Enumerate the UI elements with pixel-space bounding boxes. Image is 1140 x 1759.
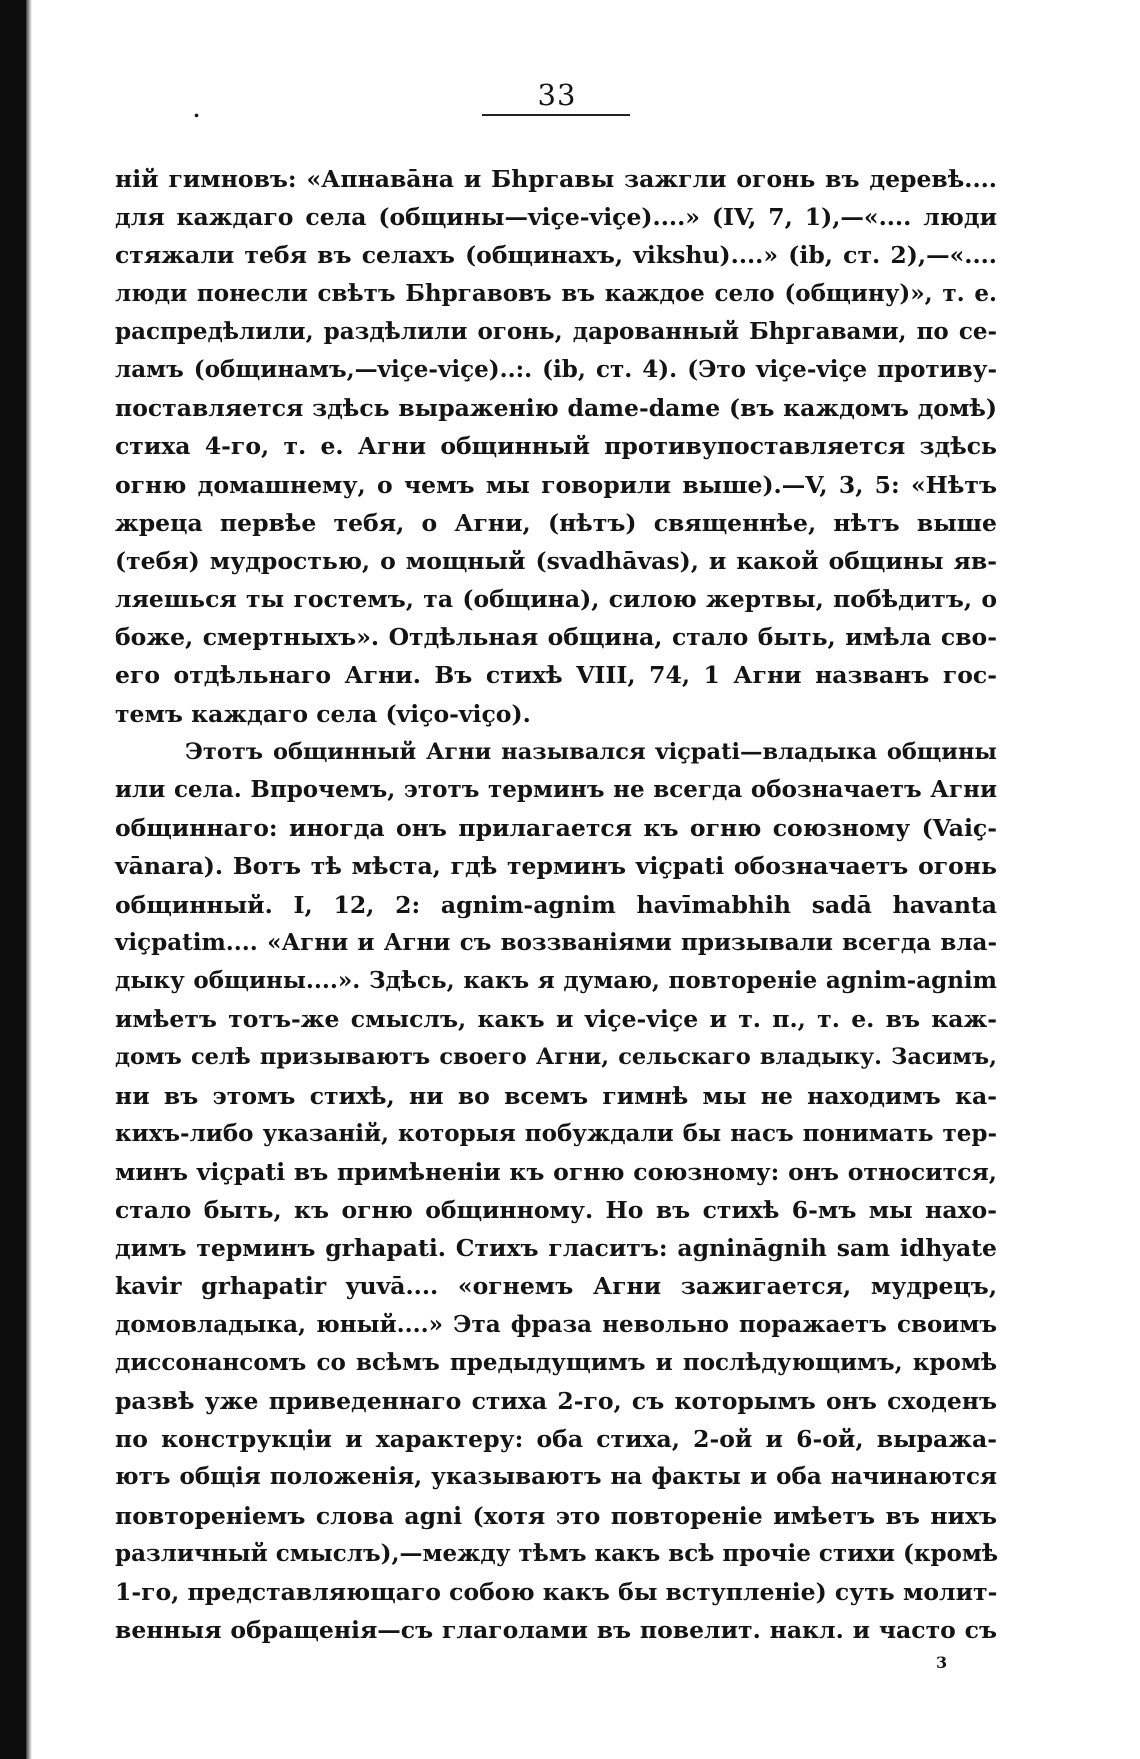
text-line: viçpatim.... «Агни и Агни съ воззваніями призывали всегда вла- [115,928,997,956]
text-line: домъ селѣ призываютъ своего Агни, сельскаго владыку. Засимъ, [115,1044,997,1071]
text-line-paragraph-start: Этотъ общинный Агни назывался viçpati—владыка общины [185,738,997,765]
text-line: ламъ (общинамъ,—viçe-viçe)..:. (ib, ст. 4). (Это viçe-viçe противу- [115,355,997,383]
text-line: распредѣлили, раздѣлили огонь, дарованный Бhргавами, по се- [115,317,997,345]
body-text [115,160,997,1649]
text-line: стяжали тебя въ селахъ (общинахъ, vikshu)....» (ib, ст. 2),—«.... [115,241,997,270]
text-line: димъ терминъ grhapati. Стихъ гласитъ: agnināgnih sam idhyate [115,1234,997,1263]
text-line: (тебя) мудростью, о мощный (svadhāvas), и какой общины яв- [115,546,997,575]
text-line: ляешься ты гостемъ, та (община), силою жертвы, побѣдитъ, о [115,585,997,614]
text-line: по конструкціи и характеру: оба стиха, 2-ой и 6-ой, выража- [115,1425,997,1454]
text-line: дыку общины....». Здѣсь, какъ я думаю, повтореніе agnim-agnim [115,966,997,994]
text-line: люди понесли свѣтъ Бhргавовъ въ каждое село (общину)», т. е. [115,279,997,307]
text-line: имѣетъ тотъ-же смыслъ, какъ и viçe-viçe и т. п., т. е. въ каж- [115,1005,997,1034]
text-line: боже, смертныхъ». Отдѣльная община, стало быть, имѣла сво- [115,623,997,652]
text-line: ни въ этомъ стихѣ, ни во всемъ гимнѣ мы не находимъ ка- [115,1081,997,1110]
text-line: венныя обращенія—съ глаголами въ повелит. накл. и часто съ [115,1616,997,1645]
text-line: домовладыка, юный....» Эта фраза невольно поражаетъ своимъ [115,1310,997,1338]
text-line: или села. Впрочемъ, этотъ терминъ не всегда обозначаетъ Агни [115,776,997,803]
stray-dot-mark: . [193,98,200,122]
text-line: стало быть, къ огню общинному. Но въ стихѣ 6-мъ мы нахо- [115,1196,997,1225]
text-line: жреца первѣе тебя, о Агни, (нѣтъ) священнѣе, нѣтъ выше [115,508,997,537]
page-number-rule [482,114,630,116]
page-scan-edge [0,0,26,1759]
text-line: kavir grhapatir yuvā.... «огнемъ Агни зажигается, мудрецъ, [115,1272,997,1301]
text-line: vānara). Вотъ тѣ мѣста, гдѣ терминъ viçpati обозначаетъ огонь [115,852,997,881]
text-line: минъ viçpati въ примѣненіи къ огню союзному: онъ относится, [115,1157,997,1186]
text-line: стиха 4-го, т. е. Агни общинный противупоставляется здѣсь [115,432,997,461]
text-line: его отдѣльнаго Агни. Въ стихѣ VIII, 74, 1 Агни названъ гос- [115,661,997,690]
text-line: поставляется здѣсь выраженію dame-dame (въ каждомъ домѣ) [115,394,997,423]
text-line: общиннаго: иногда онъ прилагается къ огню союзному (Vaiç- [115,814,997,843]
text-line: 1-го, представляющаго собою какъ бы вступленіе) суть молит- [115,1577,998,1606]
text-line: общинный. I, 12, 2: agnim-agnim havīmabhih sadā havanta [115,890,997,919]
text-line: темъ каждаго села (viço-viço). [115,699,531,728]
text-line: диссонансомъ со всѣмъ предыдущимъ и послѣдующимъ, кромѣ [115,1348,997,1376]
text-line: ютъ общія положенія, указываютъ на факты и оба начинаются [115,1463,997,1491]
page-scan-edge-shadow [26,0,32,1759]
text-line: кихъ-либо указаній, которыя побуждали бы насъ понимать тер- [115,1119,997,1147]
text-line: развѣ уже приведеннаго стиха 2-го, съ которымъ онъ сходенъ [115,1387,997,1415]
page-number: 33 [537,78,577,112]
printer-signature-mark: 3 [936,1653,948,1672]
text-line: для каждаго села (общины—viçe-viçe)....» (IV, 7, 1),—«.... люди [115,203,997,232]
text-line: повтореніемъ слова agni (хотя это повтореніе имѣетъ въ нихъ [115,1501,997,1530]
text-line: огню домашнему, о чемъ мы говорили выше).—V, 3, 5: «Нѣтъ [115,470,997,499]
text-line: различный смыслъ),—между тѣмъ какъ всѣ прочіе стихи (кромѣ [115,1539,999,1567]
text-line: ній гимновъ: «Апнавāна и Бhргавы зажгли огонь въ деревѣ.... [115,165,997,193]
